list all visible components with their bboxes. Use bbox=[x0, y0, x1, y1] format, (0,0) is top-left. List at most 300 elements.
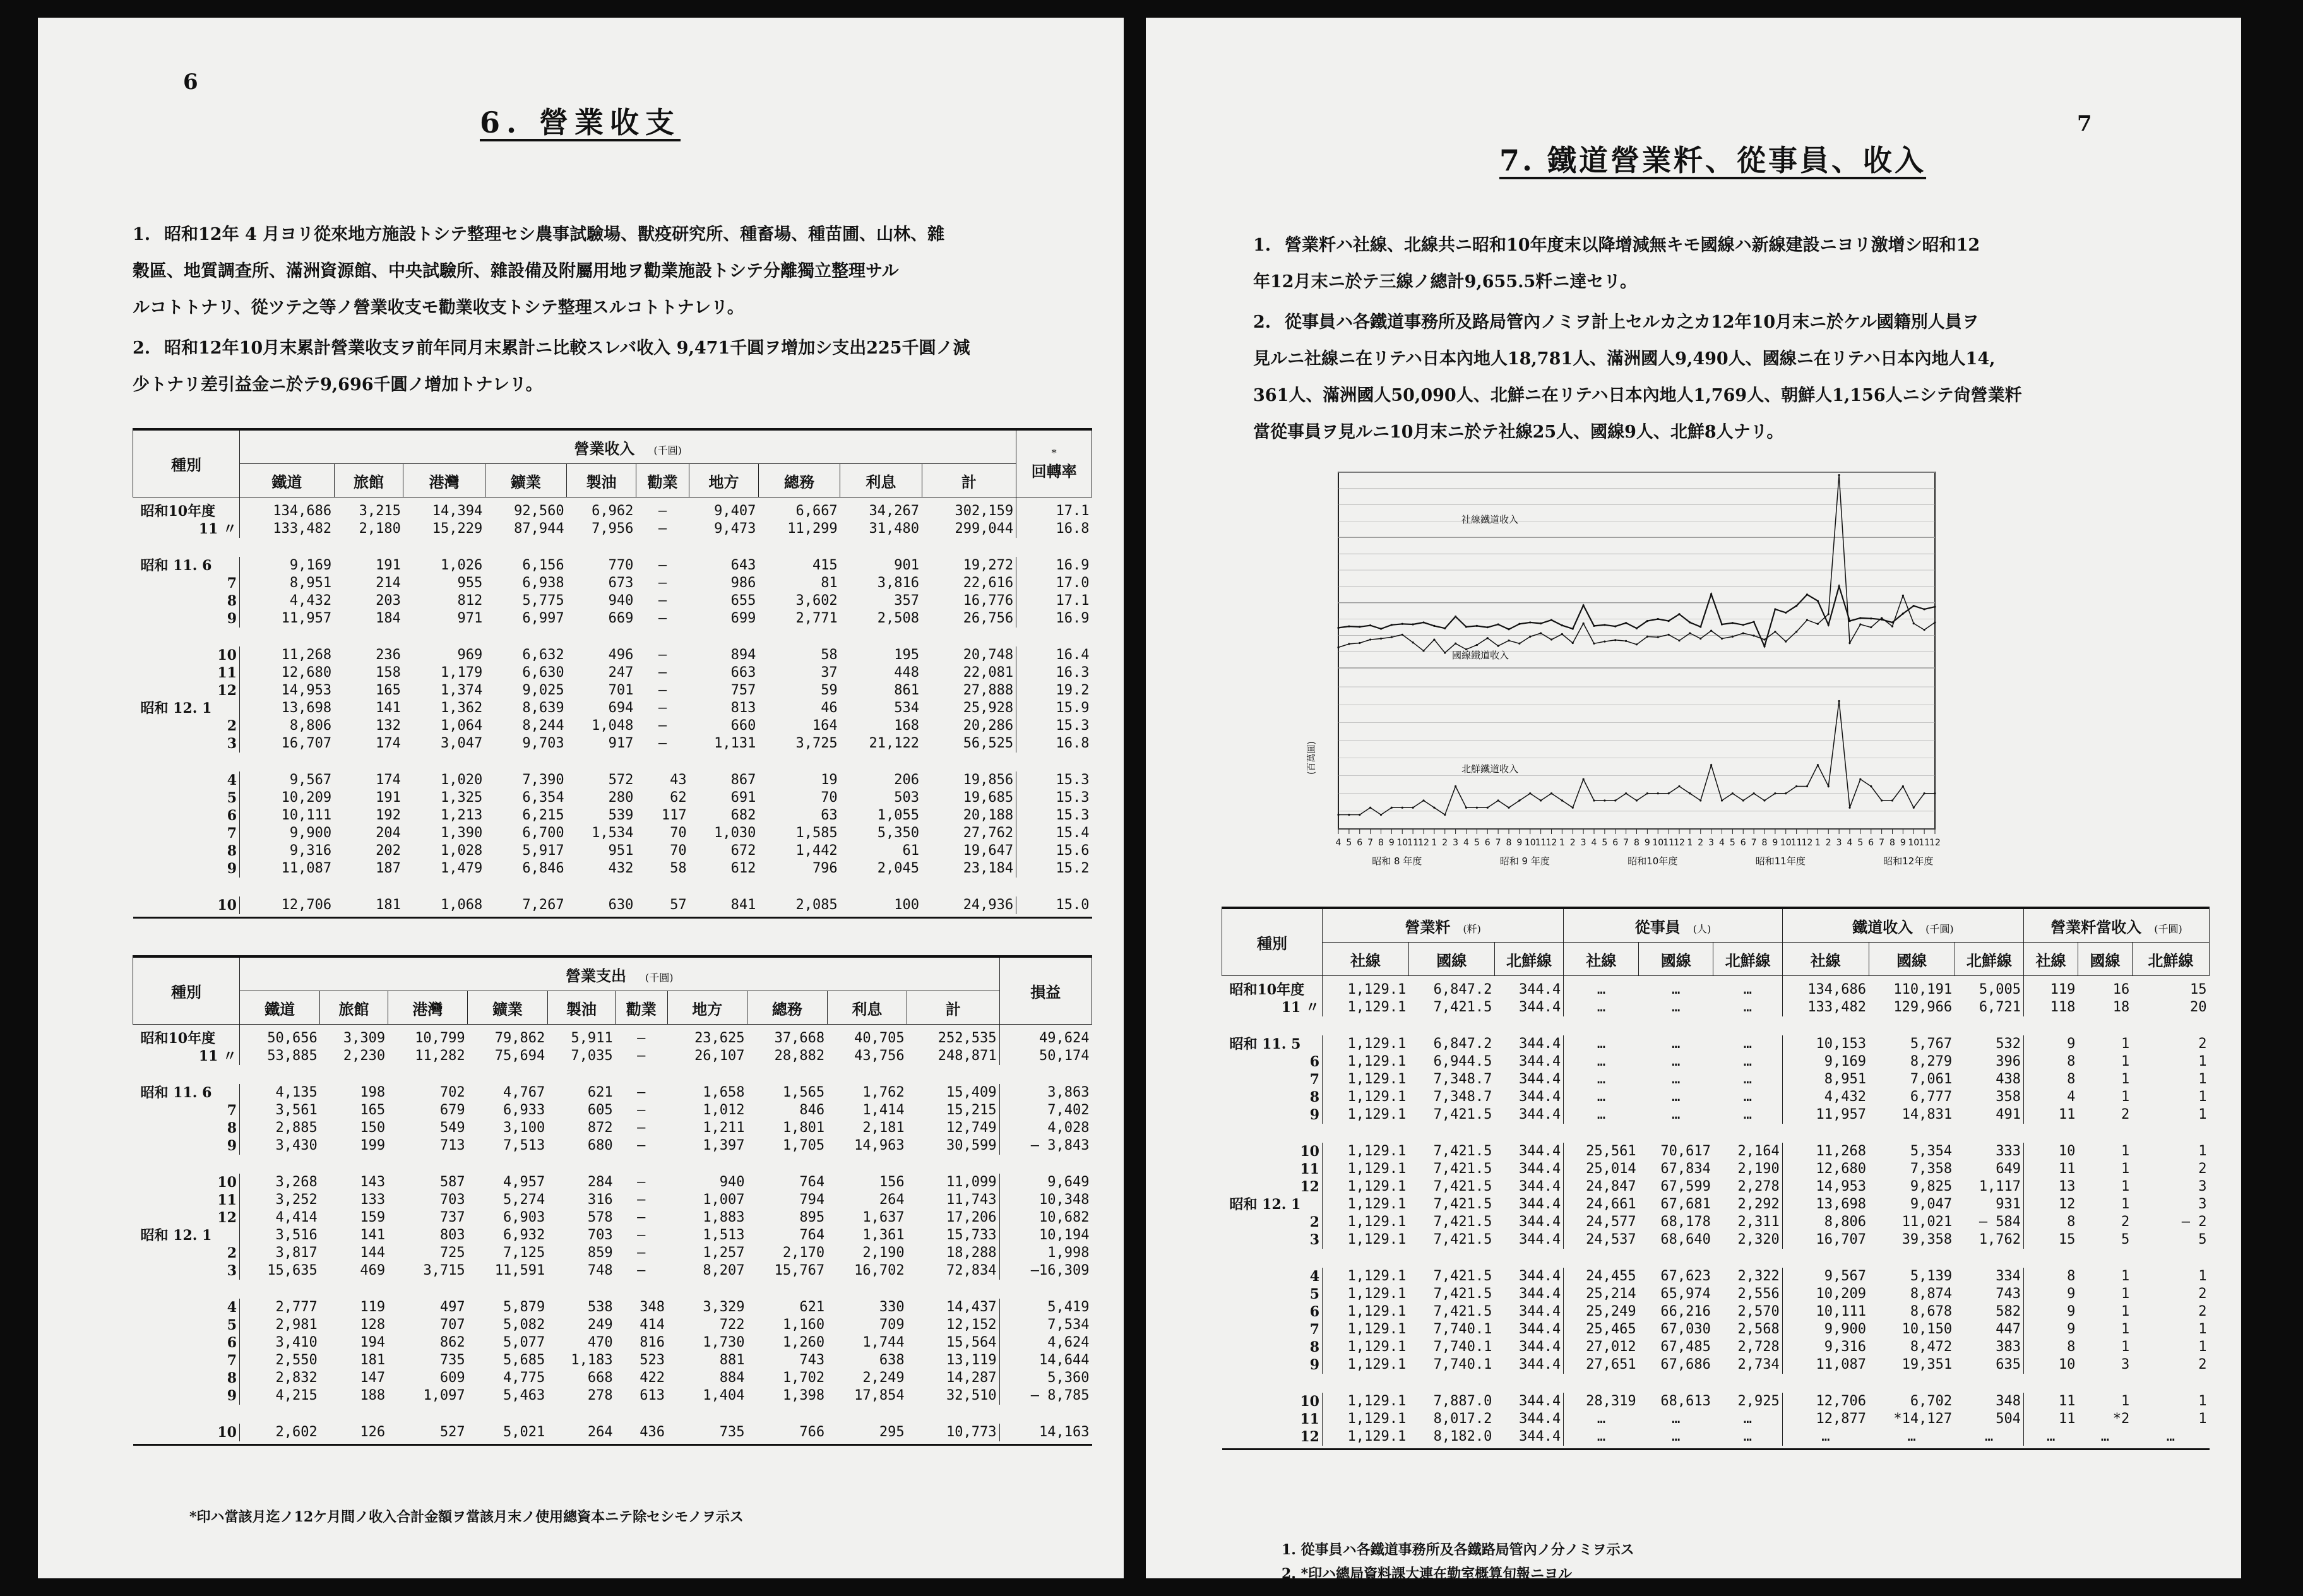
data-point bbox=[1646, 620, 1648, 622]
table-cell: … bbox=[2100, 1429, 2109, 1444]
spacer-cell bbox=[1222, 1124, 2210, 1143]
table-cell: 582 bbox=[1996, 1304, 2021, 1319]
data-point bbox=[1433, 625, 1435, 627]
table-cell: 65,974 bbox=[1660, 1286, 1711, 1302]
table-cell: 3,725 bbox=[795, 735, 838, 751]
table-cell: — bbox=[637, 1120, 646, 1136]
table-cell: 67,623 bbox=[1660, 1268, 1711, 1284]
x-tick-label: 6 bbox=[1357, 838, 1363, 848]
table-cell: … bbox=[1743, 1429, 1752, 1444]
spacer-cell bbox=[1222, 1016, 2210, 1035]
table-cell: 679 bbox=[439, 1102, 465, 1118]
table-cell: 15.2 bbox=[1056, 861, 1090, 876]
row-label: 12 bbox=[1300, 1429, 1319, 1445]
spacer-row bbox=[133, 753, 1092, 771]
data-point bbox=[1924, 792, 1925, 794]
table-cell: 344.4 bbox=[1519, 1286, 1561, 1302]
table-cell: 344.4 bbox=[1519, 1161, 1561, 1177]
table-cell: 1,479 bbox=[441, 861, 483, 876]
data-point bbox=[1859, 778, 1861, 780]
row-label: 8 bbox=[1309, 1339, 1319, 1355]
table-cell: 5,021 bbox=[503, 1424, 545, 1440]
spacer-row bbox=[1222, 1016, 2210, 1035]
data-point bbox=[1540, 632, 1542, 634]
data-point bbox=[1518, 643, 1520, 645]
spacer-row bbox=[133, 1280, 1092, 1299]
table-cell: 7,358 bbox=[1910, 1161, 1953, 1177]
table-cell: … bbox=[1564, 999, 1639, 1016]
table-cell: 7,421.5 bbox=[1433, 1196, 1492, 1212]
x-tick-label: 4 bbox=[1719, 838, 1725, 848]
group-header bbox=[240, 956, 1000, 991]
table-cell: 1,705 bbox=[782, 1138, 825, 1153]
data-point bbox=[1668, 634, 1670, 636]
table-cell: 248,871 bbox=[907, 1047, 999, 1065]
data-point bbox=[1412, 807, 1414, 809]
table-cell: 15,409 bbox=[907, 1084, 999, 1102]
table-cell: 383 bbox=[1996, 1339, 2021, 1355]
paragraph-line bbox=[133, 290, 1117, 326]
table-cell: 150 bbox=[360, 1120, 386, 1136]
data-point bbox=[1401, 634, 1403, 636]
x-tick-label: 2 bbox=[1825, 838, 1831, 848]
column-header: 製油 bbox=[567, 464, 636, 497]
table-cell: 59 bbox=[821, 682, 838, 698]
row-label: 昭和 12. 1 bbox=[140, 1227, 212, 1244]
column-header: 勸業 bbox=[636, 464, 689, 497]
table-cell: 11,268 bbox=[240, 646, 335, 664]
label-header: 種別 bbox=[133, 956, 240, 1025]
row-label: 昭和10年度 bbox=[140, 1030, 216, 1047]
row-label: 3 bbox=[227, 735, 237, 752]
table-row bbox=[133, 646, 1092, 664]
data-point bbox=[1678, 613, 1680, 615]
table-cell: 24,661 bbox=[1564, 1196, 1639, 1213]
table-cell: 663 bbox=[730, 665, 756, 681]
table-cell: — bbox=[637, 1174, 646, 1190]
table-cell: 9,407 bbox=[714, 503, 756, 519]
table-cell: 68,640 bbox=[1660, 1232, 1711, 1248]
table-cell: 1,585 bbox=[795, 825, 838, 841]
x-tick-label: 9 bbox=[1644, 838, 1650, 848]
x-tick-label: 12 bbox=[1545, 838, 1557, 848]
table-cell: 8,182.0 bbox=[1433, 1429, 1492, 1444]
table-cell: 1,129.1 bbox=[1323, 1338, 1409, 1356]
table-cell: 344.4 bbox=[1519, 1357, 1561, 1373]
table-cell: 436 bbox=[640, 1424, 665, 1440]
table-cell: 158 bbox=[376, 665, 401, 681]
column-header: 旅館 bbox=[334, 464, 403, 497]
x-tick-label: 5 bbox=[1602, 838, 1608, 848]
table-row bbox=[133, 735, 1092, 753]
table-row bbox=[1222, 1356, 2210, 1374]
table-cell: 214 bbox=[376, 575, 401, 591]
label-header: 種別 bbox=[1222, 908, 1323, 976]
column-header: 鑛業 bbox=[468, 991, 548, 1025]
data-point bbox=[1689, 792, 1691, 794]
table-cell: — bbox=[637, 1245, 646, 1261]
table-cell: 92,560 bbox=[514, 503, 564, 519]
row-label: 4 bbox=[1309, 1268, 1319, 1285]
table-cell: 134,686 bbox=[240, 497, 335, 521]
table-cell: 6,702 bbox=[1910, 1393, 1953, 1409]
table-row bbox=[133, 1352, 1092, 1369]
row-label: 8 bbox=[227, 1120, 237, 1136]
table-cell: 11,299 bbox=[787, 521, 838, 537]
paragraph-number: 1. bbox=[133, 225, 151, 244]
table-cell: 8,951 bbox=[1782, 1071, 1869, 1088]
table-cell: 61 bbox=[902, 843, 920, 859]
table-cell: 7,421.5 bbox=[1433, 1232, 1492, 1248]
table-cell: 14,437 bbox=[907, 1299, 999, 1316]
table-cell: 1,068 bbox=[441, 897, 483, 913]
table-row bbox=[1222, 1106, 2210, 1124]
table-cell: 1,325 bbox=[441, 790, 483, 806]
table-cell: 11 bbox=[2024, 1410, 2078, 1428]
data-point bbox=[1476, 644, 1478, 646]
table-cell: 649 bbox=[1996, 1161, 2021, 1177]
table-cell: … bbox=[1672, 1071, 1681, 1087]
table-cell: 1,129.1 bbox=[1323, 1143, 1409, 1160]
table-cell: 538 bbox=[587, 1299, 613, 1315]
table-cell: 17.1 bbox=[1056, 503, 1090, 519]
data-point bbox=[1455, 643, 1456, 645]
row-label: 10 bbox=[217, 897, 237, 914]
x-tick-label: 2 bbox=[1569, 838, 1576, 848]
table-cell: 3,863 bbox=[1047, 1085, 1090, 1100]
data-point bbox=[1902, 785, 1904, 787]
row-label: 10 bbox=[217, 1424, 237, 1441]
data-point bbox=[1721, 799, 1723, 801]
table-cell: 6,847.2 bbox=[1433, 1036, 1492, 1052]
table-cell: 1 bbox=[2121, 1036, 2130, 1052]
table-cell: 469 bbox=[360, 1263, 386, 1278]
data-point bbox=[1604, 799, 1605, 801]
extra-header-text: 回轉率 bbox=[1031, 462, 1077, 480]
table-cell: 7,402 bbox=[1047, 1102, 1090, 1118]
column-header: 社線 bbox=[1782, 943, 1869, 976]
row-label: 5 bbox=[1309, 1286, 1319, 1302]
group-header bbox=[1323, 908, 1564, 943]
table-cell: 9,649 bbox=[1047, 1174, 1090, 1190]
data-point bbox=[1636, 628, 1638, 629]
table-cell: 1 bbox=[2121, 1321, 2130, 1337]
table-cell: — bbox=[658, 665, 667, 681]
table-cell: 6,847.2 bbox=[1433, 982, 1492, 998]
table-cell: 7,348.7 bbox=[1433, 1071, 1492, 1087]
series-label: 社線鐵道收入 bbox=[1461, 514, 1519, 525]
table-cell: 117 bbox=[661, 807, 687, 823]
table-cell: 11 bbox=[2024, 1393, 2078, 1410]
row-label: 11 〃 bbox=[198, 1048, 237, 1064]
table-cell: 7,421.5 bbox=[1433, 1107, 1492, 1123]
data-point bbox=[1891, 626, 1893, 628]
table-cell: 1,762 bbox=[862, 1085, 905, 1100]
table-cell: 12,680 bbox=[1782, 1160, 1869, 1178]
table-cell: 1,030 bbox=[714, 825, 756, 841]
row-label: 11 bbox=[217, 665, 237, 681]
column-header: 國線 bbox=[1639, 943, 1713, 976]
data-point bbox=[1444, 652, 1446, 653]
table-cell: 21,122 bbox=[869, 735, 920, 751]
table-cell: 344.4 bbox=[1519, 1339, 1561, 1355]
table-cell: 133,482 bbox=[1782, 999, 1869, 1016]
table-cell: … bbox=[1564, 976, 1639, 999]
table-cell: 496 bbox=[608, 647, 634, 663]
table-cell: 15,635 bbox=[240, 1262, 320, 1280]
table-cell: 702 bbox=[439, 1085, 465, 1100]
table-cell: 846 bbox=[799, 1102, 825, 1118]
table-row bbox=[133, 682, 1092, 700]
table-cell: 4,767 bbox=[503, 1085, 545, 1100]
table-cell: 7,421.5 bbox=[1433, 999, 1492, 1015]
table-cell: 396 bbox=[1996, 1054, 2021, 1069]
x-tick-label: 11 bbox=[1535, 838, 1547, 848]
table-cell: 1,257 bbox=[703, 1245, 745, 1261]
table-cell: 4,414 bbox=[240, 1209, 320, 1227]
table-cell: 344.4 bbox=[1519, 1411, 1561, 1427]
table-cell: 2 bbox=[2198, 1036, 2207, 1052]
table-cell: 344.4 bbox=[1519, 1036, 1561, 1052]
table-cell: 7,125 bbox=[503, 1245, 545, 1261]
data-point bbox=[1550, 792, 1552, 794]
table-cell: 344.4 bbox=[1519, 1071, 1561, 1087]
paragraph-text: 從事員ハ各鐵道事務所及路局管內ノミヲ計上セルカ之カ12年10月末ニ於ケル國籍別人員ヲ bbox=[1285, 313, 1979, 332]
table-cell: 27,888 bbox=[922, 682, 1016, 700]
table-row bbox=[133, 1209, 1092, 1227]
data-point bbox=[1476, 625, 1478, 627]
table-cell: 70 bbox=[670, 843, 687, 859]
row-label: 8 bbox=[227, 1370, 237, 1386]
table-cell: 534 bbox=[894, 700, 920, 716]
row-label: 12 bbox=[217, 682, 237, 699]
spacer-cell bbox=[133, 1405, 1092, 1424]
data-point bbox=[1487, 637, 1489, 639]
table-cell: 344.4 bbox=[1519, 1196, 1561, 1212]
table-cell: 1,213 bbox=[441, 807, 483, 823]
table-cell: 143 bbox=[360, 1174, 386, 1190]
data-point bbox=[1742, 624, 1744, 626]
column-header: 製油 bbox=[547, 991, 615, 1025]
table-cell: 156 bbox=[879, 1174, 905, 1190]
table-cell: 6,932 bbox=[503, 1227, 545, 1243]
table-cell: 2,728 bbox=[1737, 1339, 1780, 1355]
series-label: 國線鐵道收入 bbox=[1452, 650, 1509, 661]
data-point bbox=[1391, 636, 1393, 638]
table-row bbox=[1222, 1088, 2210, 1106]
row-label: 8 bbox=[227, 843, 237, 859]
table-cell: 8,207 bbox=[703, 1263, 745, 1278]
table-cell: 19,272 bbox=[922, 557, 1016, 575]
spacer-cell bbox=[133, 1280, 1092, 1299]
table-cell: 40,705 bbox=[854, 1030, 905, 1046]
table-cell: 6,721 bbox=[1979, 999, 2021, 1015]
table-cell: 7,061 bbox=[1910, 1071, 1953, 1087]
x-tick-label: 8 bbox=[1889, 838, 1895, 848]
table-row bbox=[1222, 1143, 2210, 1160]
spacer-row bbox=[133, 1155, 1092, 1174]
table-cell: 3 bbox=[2198, 1179, 2207, 1194]
row-label: 昭和 11. 5 bbox=[1229, 1036, 1301, 1052]
table-row bbox=[1222, 1213, 2210, 1231]
table-cell: 527 bbox=[439, 1424, 465, 1440]
data-point bbox=[1924, 629, 1925, 631]
column-header: 總務 bbox=[758, 464, 840, 497]
table-cell: 969 bbox=[457, 647, 483, 663]
table-cell: 1,129.1 bbox=[1323, 1053, 1409, 1071]
x-tick-label: 7 bbox=[1367, 838, 1374, 848]
data-point bbox=[1689, 632, 1691, 634]
table-cell: 110,191 bbox=[1893, 982, 1953, 998]
x-tick-label: 7 bbox=[1751, 838, 1757, 848]
year-label: 昭和 8 年度 bbox=[1372, 855, 1422, 867]
table-cell: 164 bbox=[812, 718, 838, 734]
table-cell: 2,556 bbox=[1737, 1286, 1780, 1302]
spacer-row bbox=[1222, 1249, 2210, 1268]
table-cell: 15.3 bbox=[1056, 790, 1090, 806]
table-cell: 7,887.0 bbox=[1433, 1393, 1492, 1409]
table-cell: 8,472 bbox=[1910, 1339, 1953, 1355]
table-cell: 344.4 bbox=[1519, 1179, 1561, 1194]
table-cell: 330 bbox=[879, 1299, 905, 1315]
x-tick-label: 11 bbox=[1407, 838, 1419, 848]
table-cell: 58 bbox=[670, 861, 687, 876]
x-tick-label: 8 bbox=[1761, 838, 1768, 848]
column-header: 國線 bbox=[1869, 943, 1955, 976]
table-cell: 6,156 bbox=[522, 557, 564, 573]
column-header: 鐵道 bbox=[240, 464, 335, 497]
table-cell: 10,799 bbox=[415, 1030, 465, 1046]
x-tick-label: 5 bbox=[1857, 838, 1864, 848]
data-point bbox=[1838, 585, 1840, 587]
table-cell: 6,846 bbox=[522, 861, 564, 876]
row-label: 11 bbox=[1300, 1411, 1319, 1427]
table-row bbox=[1222, 1303, 2210, 1321]
table-cell: 2,045 bbox=[877, 861, 920, 876]
table-cell: 503 bbox=[894, 790, 920, 806]
spacer-row bbox=[133, 1065, 1092, 1084]
column-header: 計 bbox=[907, 991, 999, 1025]
data-point bbox=[1838, 474, 1840, 476]
row-label: 3 bbox=[1309, 1232, 1319, 1248]
data-point bbox=[1710, 764, 1712, 766]
table-row bbox=[1222, 1410, 2210, 1428]
data-point bbox=[1518, 799, 1520, 801]
table-cell: 31,480 bbox=[869, 521, 920, 537]
table-cell: 22,081 bbox=[922, 664, 1016, 682]
table-cell: — bbox=[658, 593, 667, 609]
table-cell: 735 bbox=[719, 1424, 745, 1440]
data-point bbox=[1838, 700, 1840, 702]
table-cell: … bbox=[1672, 1054, 1681, 1069]
data-point bbox=[1508, 807, 1509, 809]
table-cell: 894 bbox=[730, 647, 756, 663]
table-cell: 203 bbox=[376, 593, 401, 609]
data-point bbox=[1710, 630, 1712, 632]
table-cell: 1,129.1 bbox=[1323, 1231, 1409, 1249]
table-cell: 1 bbox=[2121, 1393, 2130, 1409]
table-cell: 62 bbox=[670, 790, 687, 806]
table-cell: 13 bbox=[2024, 1178, 2078, 1196]
left-page bbox=[38, 18, 1124, 1578]
group-header-text: 營業粁 bbox=[1405, 917, 1451, 936]
spacer-cell bbox=[133, 538, 1092, 557]
data-point bbox=[1422, 650, 1424, 652]
table-cell: 67,686 bbox=[1660, 1357, 1711, 1373]
table-cell: 2 bbox=[2198, 1286, 2207, 1302]
table-cell: 79,862 bbox=[494, 1030, 545, 1046]
table-cell: 699 bbox=[730, 610, 756, 626]
data-point bbox=[1710, 593, 1712, 595]
table-cell: 1,026 bbox=[441, 557, 483, 573]
table-row bbox=[133, 1119, 1092, 1137]
data-point bbox=[1774, 792, 1776, 794]
data-point bbox=[1572, 642, 1574, 644]
row-label: 昭和 11. 6 bbox=[140, 557, 212, 574]
operating-expense-table bbox=[133, 955, 1092, 1446]
table-cell: 630 bbox=[608, 897, 634, 913]
data-point bbox=[1721, 638, 1723, 640]
table-cell: 27,762 bbox=[922, 825, 1016, 842]
table-cell: 19 bbox=[821, 772, 838, 788]
table-cell: 126 bbox=[360, 1424, 386, 1440]
table-row bbox=[133, 1174, 1092, 1191]
data-point bbox=[1636, 799, 1638, 801]
table-cell: 348 bbox=[640, 1299, 665, 1315]
table-cell: … bbox=[1743, 1089, 1752, 1105]
table-cell: 15 bbox=[2190, 982, 2207, 998]
table-cell: 67,834 bbox=[1660, 1161, 1711, 1177]
table-cell: 23,184 bbox=[922, 860, 1016, 878]
railway-statistics-table bbox=[1222, 907, 2210, 1450]
data-point bbox=[1465, 626, 1467, 628]
data-point bbox=[1455, 785, 1456, 787]
data-point bbox=[1433, 807, 1435, 809]
table-cell: … bbox=[1743, 1036, 1752, 1052]
data-point bbox=[1550, 619, 1552, 621]
table-cell: 12 bbox=[2024, 1196, 2078, 1213]
table-cell: 2,085 bbox=[795, 897, 838, 913]
table-cell: 15,733 bbox=[907, 1227, 999, 1244]
table-cell: 859 bbox=[587, 1245, 613, 1261]
x-tick-label: 1 bbox=[1687, 838, 1693, 848]
table-cell: 144 bbox=[360, 1245, 386, 1261]
table-row bbox=[133, 1227, 1092, 1244]
paragraph-line bbox=[1253, 414, 2225, 451]
table-cell: 3,602 bbox=[795, 593, 838, 609]
table-cell: 8,639 bbox=[522, 700, 564, 716]
table-cell: 7,421.5 bbox=[1433, 1143, 1492, 1159]
table-cell: 20,188 bbox=[922, 807, 1016, 825]
x-tick-label: 5 bbox=[1729, 838, 1735, 848]
table-cell: 24,847 bbox=[1564, 1178, 1639, 1196]
table-cell: 5,354 bbox=[1910, 1143, 1953, 1159]
x-tick-label: 7 bbox=[1495, 838, 1501, 848]
data-point bbox=[1422, 799, 1424, 801]
data-point bbox=[1732, 636, 1734, 638]
table-cell: 2,925 bbox=[1737, 1393, 1780, 1409]
table-cell: 673 bbox=[608, 575, 634, 591]
y-axis-label: (百萬圓) bbox=[1307, 741, 1317, 775]
table-cell: 895 bbox=[799, 1210, 825, 1225]
table-cell: 25,014 bbox=[1564, 1160, 1639, 1178]
data-point bbox=[1391, 624, 1393, 626]
table-cell: 67,030 bbox=[1660, 1321, 1711, 1337]
data-point bbox=[1678, 785, 1680, 787]
data-point bbox=[1657, 636, 1659, 638]
table-cell: 1 bbox=[2198, 1143, 2207, 1159]
table-row bbox=[133, 771, 1092, 789]
